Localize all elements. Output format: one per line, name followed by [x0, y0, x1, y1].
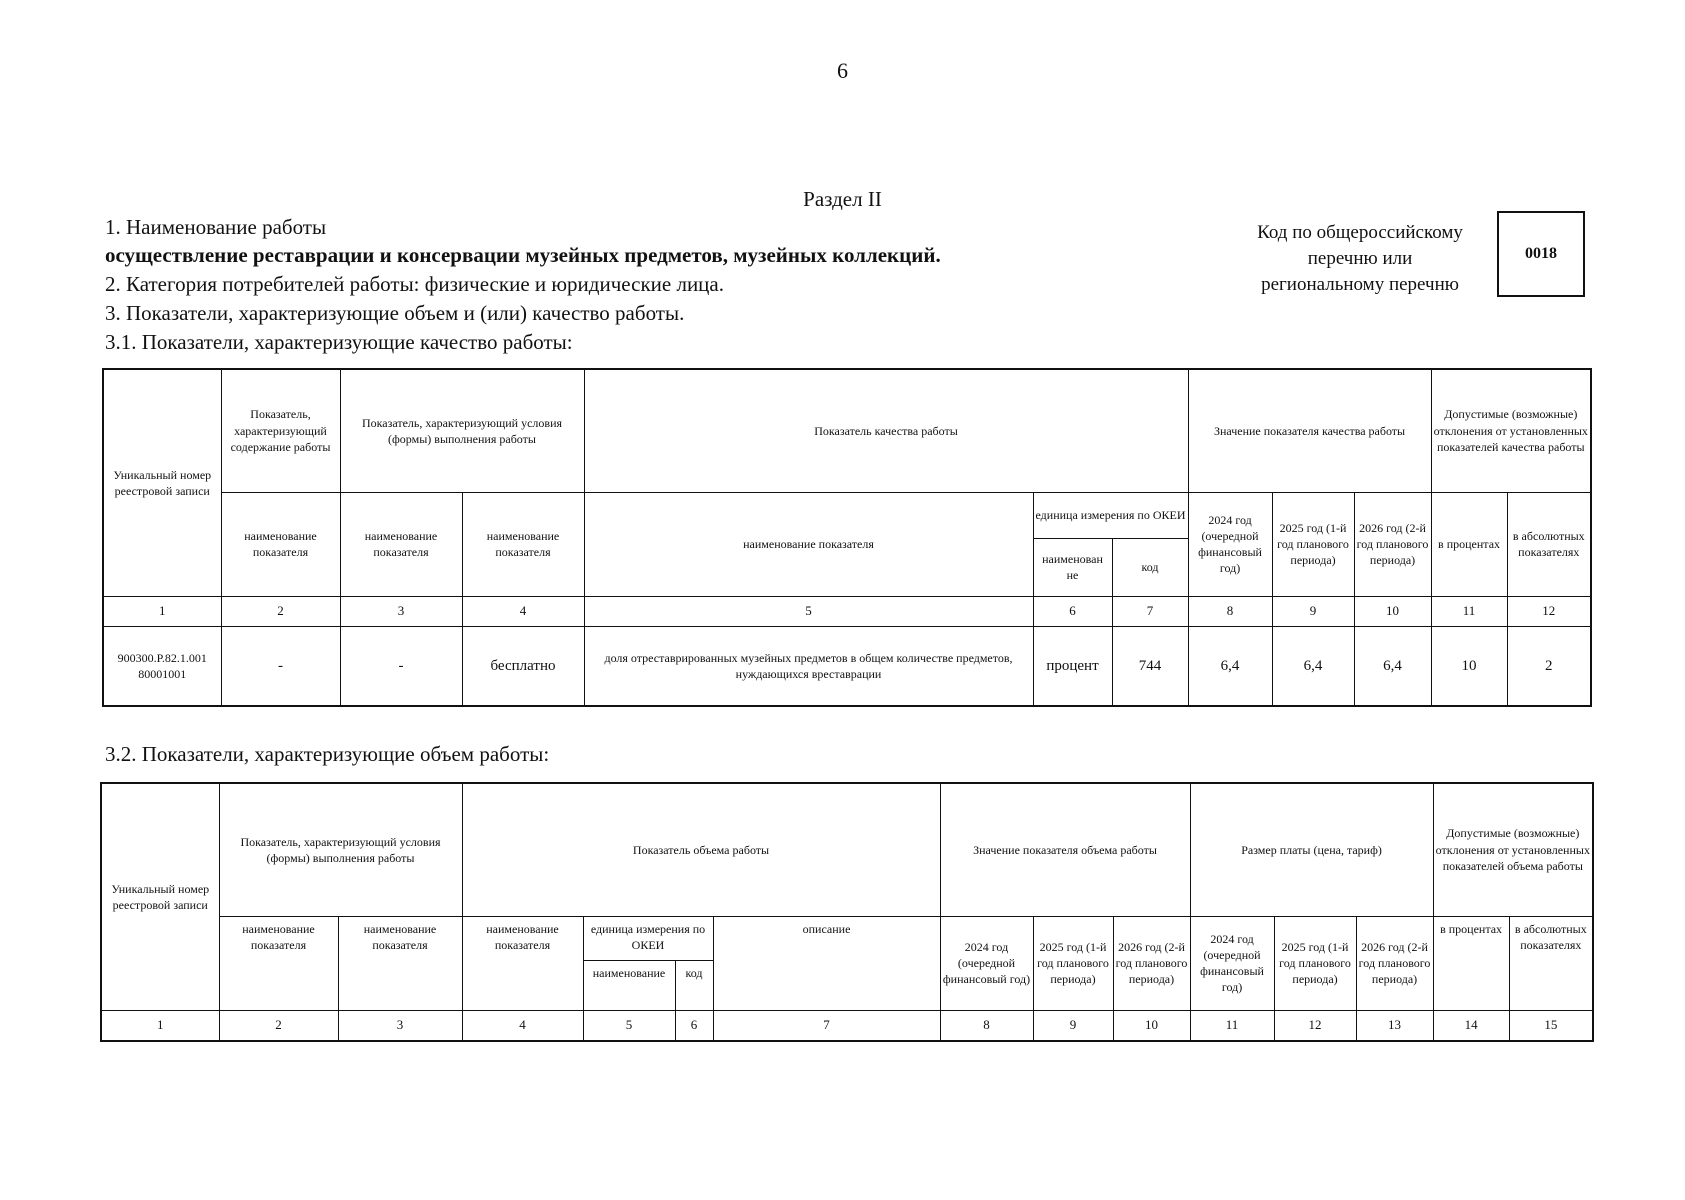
header-fee: Размер платы (цена, тариф) — [1190, 783, 1433, 916]
header-year-2026: 2026 год (2-й год планового периода) — [1113, 916, 1190, 1010]
page-number: 6 — [837, 58, 848, 83]
volume-table — [100, 782, 1594, 1042]
header-conditions-indicator: Показатель, характеризующий условия (формы) выполнения работы — [340, 369, 584, 492]
column-number: 13 — [1356, 1010, 1433, 1041]
header-indicator-name: наименование показателя — [462, 492, 584, 596]
column-number: 1 — [101, 1010, 219, 1041]
column-number: 9 — [1033, 1010, 1113, 1041]
cell-condition: - — [340, 626, 462, 706]
consumer-category: 2. Категория потребителей работы: физические и юридические лица. — [105, 272, 724, 296]
header-okei-code: код — [675, 960, 713, 1010]
header-okei-name: наименован не — [1033, 538, 1112, 596]
column-number: 10 — [1113, 1010, 1190, 1041]
registry-code-box — [1497, 211, 1585, 297]
header-okei-unit: единица измерения по ОКЕИ — [583, 916, 713, 960]
header-year-2025: 2025 год (1-й год планового периода) — [1272, 492, 1354, 596]
header-indicator-name: наименование показателя — [462, 916, 583, 1010]
column-number: 12 — [1274, 1010, 1356, 1041]
column-number: 9 — [1272, 596, 1354, 626]
cell-indicator: доля отреставрированных музейных предметов в общем количестве предметов, нуждающихся вреставрации — [584, 626, 1033, 706]
registry-code-label: Код по общероссийскому перечню или региональному перечню — [1257, 222, 1463, 295]
column-number: 15 — [1509, 1010, 1593, 1041]
column-number: 10 — [1354, 596, 1431, 626]
header-percent: в процентах — [1433, 916, 1509, 1010]
header-unique-number: Уникальный номер реестровой записи — [103, 369, 221, 596]
header-percent: в процентах — [1431, 492, 1507, 596]
cell-deviation-percent: 10 — [1431, 626, 1507, 706]
section-title: Раздел II — [803, 187, 882, 211]
header-year-2025: 2025 год (1-й год планового периода) — [1033, 916, 1113, 1010]
column-number: 6 — [1033, 596, 1112, 626]
cell-deviation-absolute: 2 — [1507, 626, 1591, 706]
work-name-label: 1. Наименование работы — [105, 215, 327, 239]
column-number: 7 — [1112, 596, 1188, 626]
header-content-indicator: Показатель, характеризующий содержание работы — [221, 369, 340, 492]
cell-form: бесплатно — [462, 626, 584, 706]
quality-heading: 3.1. Показатели, характеризующие качество работы: — [105, 330, 573, 354]
registry-code-value: 0018 — [1525, 245, 1557, 262]
header-okei-name: наименование — [583, 960, 675, 1010]
column-number: 14 — [1433, 1010, 1509, 1041]
header-okei-code: код — [1112, 538, 1188, 596]
cell-content: - — [221, 626, 340, 706]
header-indicator-name: наименование показателя — [219, 916, 338, 1010]
cell-code: 744 — [1112, 626, 1188, 706]
header-indicator-name: наименование показателя — [338, 916, 462, 1010]
header-year-2024: 2024 год (очередной финансовый год) — [1188, 492, 1272, 596]
volume-heading: 3.2. Показатели, характеризующие объем работы: — [105, 742, 550, 766]
header-absolute: в абсолютных показателях — [1509, 916, 1593, 1010]
column-number: 2 — [221, 596, 340, 626]
column-number: 4 — [462, 596, 584, 626]
header-year-2024: 2024 год (очередной финансовый год) — [1190, 916, 1274, 1010]
cell-unit: процент — [1033, 626, 1112, 706]
header-deviations: Допустимые (возможные) отклонения от установленных показателей качества работы — [1431, 369, 1591, 492]
header-conditions-indicator: Показатель, характеризующий условия (формы) выполнения работы — [219, 783, 462, 916]
header-year-2026: 2026 год (2-й год планового периода) — [1356, 916, 1433, 1010]
header-description: описание — [713, 916, 940, 1010]
column-number: 1 — [103, 596, 221, 626]
header-volume-indicator: Показатель объема работы — [462, 783, 940, 916]
column-number: 5 — [583, 1010, 675, 1041]
column-number: 3 — [340, 596, 462, 626]
cell-value-2026: 6,4 — [1354, 626, 1431, 706]
indicators-heading: 3. Показатели, характеризующие объем и (или) качество работы. — [105, 301, 685, 325]
header-year-2025: 2025 год (1-й год планового периода) — [1274, 916, 1356, 1010]
cell-unique-number: 900300.Р.82.1.001 80001001 — [103, 626, 221, 706]
header-deviations: Допустимые (возможные) отклонения от установленных показателей объема работы — [1433, 783, 1593, 916]
column-number: 11 — [1190, 1010, 1274, 1041]
column-number: 8 — [1188, 596, 1272, 626]
column-number: 2 — [219, 1010, 338, 1041]
cell-value-2025: 6,4 — [1272, 626, 1354, 706]
column-number: 11 — [1431, 596, 1507, 626]
header-year-2026: 2026 год (2-й год планового периода) — [1354, 492, 1431, 596]
header-unique-number: Уникальный номер реестровой записи — [101, 783, 219, 1010]
header-indicator-name: наименование показателя — [221, 492, 340, 596]
column-number: 8 — [940, 1010, 1033, 1041]
column-number: 4 — [462, 1010, 583, 1041]
header-okei-unit: единица измерения по ОКЕИ — [1033, 492, 1188, 538]
quality-table — [102, 368, 1592, 707]
header-quality-indicator: Показатель качества работы — [584, 369, 1188, 492]
header-volume-value: Значение показателя объема работы — [940, 783, 1190, 916]
column-number: 7 — [713, 1010, 940, 1041]
header-absolute: в абсолютных показателях — [1507, 492, 1591, 596]
header-quality-value: Значение показателя качества работы — [1188, 369, 1431, 492]
header-indicator-name: наименование показателя — [340, 492, 462, 596]
column-number: 5 — [584, 596, 1033, 626]
column-number: 6 — [675, 1010, 713, 1041]
header-indicator-name: наименование показателя — [584, 492, 1033, 596]
work-name-value: осуществление реставрации и консервации музейных предметов, музейных коллекций. — [105, 243, 941, 267]
cell-value-2024: 6,4 — [1188, 626, 1272, 706]
column-number: 12 — [1507, 596, 1591, 626]
header-year-2024: 2024 год (очередной финансовый год) — [940, 916, 1033, 1010]
column-number: 3 — [338, 1010, 462, 1041]
